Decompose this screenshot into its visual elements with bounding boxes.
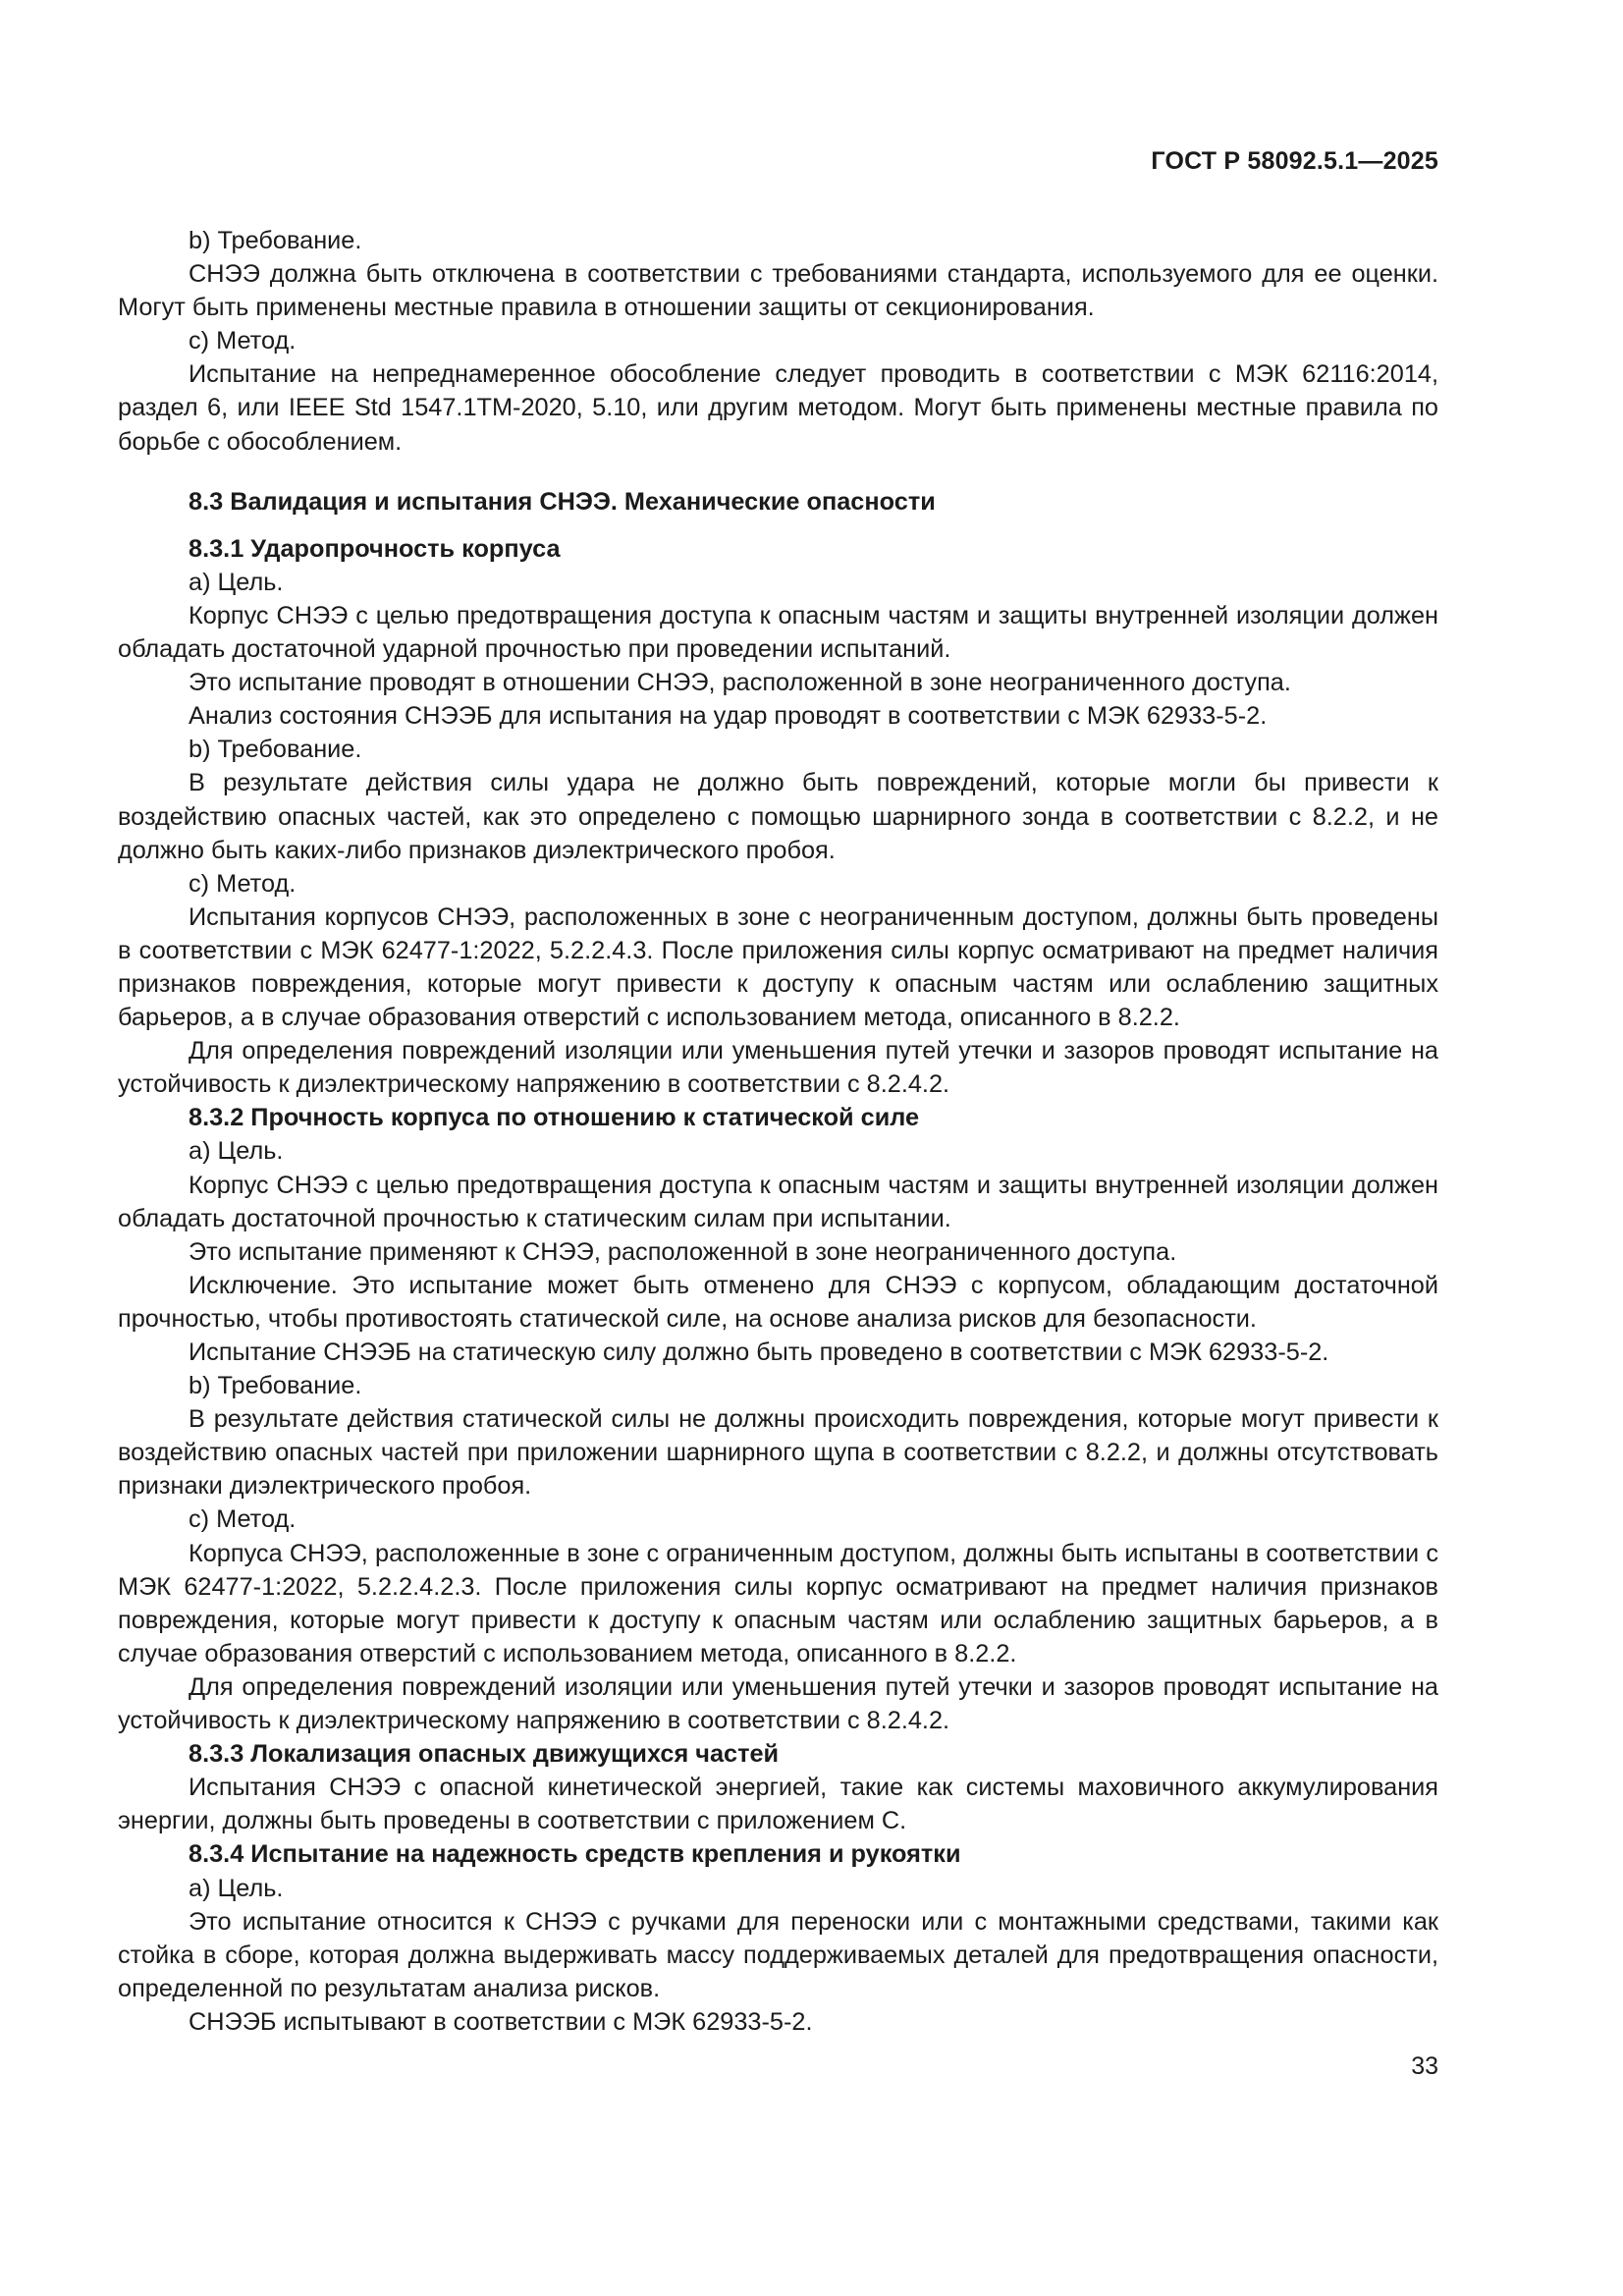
paragraph: b) Требование.	[189, 736, 362, 764]
paragraph: Корпуса СНЭЭ, расположенные в зоне с ограниченным доступом, должны быть испытаны в соответствии с МЭК 62477-1:2022, 5.2.2.4.2.3. После приложения силы корпус осматривают на предмет наличия признаков повреждения, которые могут привести к доступу к опасным частям или ослаблению защитных барьеров, а в случае образования отверстий с использованием метода, описанного в 8.2.2.	[118, 1539, 1438, 1667]
paragraph: Испытание на непреднамеренное обособление следует проводить в соответствии с МЭК 62116:2014, раздел 6, или IEEE Std 1547.1TM-2020, 5.10, или другим методом. Могут быть применены местные правила по борьбе с обособлением.	[118, 360, 1438, 456]
paragraph: В результате действия статической силы не должны происходить повреждения, которые могут привести к воздействию опасных частей при приложении шарнирного щупа в соответствии с 8.2.2, и должны отсутствовать признаки диэлектрического пробоя.	[118, 1405, 1438, 1501]
paragraph: b) Требование.	[189, 227, 362, 254]
section-heading: 8.3 Валидация и испытания СНЭЭ. Механические опасности	[189, 487, 936, 516]
subsection-heading: 8.3.4 Испытание на надежность средств крепления и рукоятки	[189, 1840, 961, 1869]
paragraph: Корпус СНЭЭ с целью предотвращения доступа к опасным частям и защиты внутренней изоляции должен обладать достаточной ударной прочностью при проведении испытаний.	[118, 601, 1438, 664]
paragraph: c) Метод.	[189, 327, 297, 355]
paragraph: Это испытание относится к СНЭЭ с ручками для переноски или с монтажными средствами, такими как стойка в сборе, которая должна выдерживать массу поддерживаемых деталей для предотвращения опасности, определенной по результатам анализа рисков.	[118, 1907, 1438, 2002]
paragraph: c) Метод.	[189, 1505, 297, 1534]
document-id-header: ГОСТ Р 58092.5.1—2025	[1151, 147, 1438, 175]
paragraph: Это испытание проводят в отношении СНЭЭ, расположенной в зоне неограниченного доступа.	[189, 669, 1291, 697]
document-body	[118, 224, 1438, 2039]
paragraph: a) Цель.	[189, 1137, 284, 1166]
subsection-heading: 8.3.3 Локализация опасных движущихся частей	[189, 1740, 780, 1769]
paragraph: c) Метод.	[189, 869, 297, 898]
paragraph: СНЭЭ должна быть отключена в соответствии с требованиями стандарта, используемого для ее оценки. Могут быть применены местные правила в отношении защиты от секционирования.	[118, 260, 1438, 322]
page-number: 33	[1411, 2052, 1438, 2080]
paragraph: В результате действия силы удара не должно быть повреждений, которые могли бы привести к воздействию опасных частей, как это определено с помощью шарнирного зонда в соответствии с 8.2.2, и не должно быть каких-либо признаков диэлектрического пробоя.	[118, 769, 1438, 864]
paragraph: b) Требование.	[189, 1372, 362, 1400]
paragraph: Анализ состояния СНЭЭБ для испытания на удар проводят в соответствии с МЭК 62933-5-2.	[189, 702, 1268, 731]
paragraph: Испытание СНЭЭБ на статическую силу должно быть проведено в соответствии с МЭК 62933-5-2.	[189, 1339, 1329, 1366]
paragraph: Для определения повреждений изоляции или уменьшения путей утечки и зазоров проводят испытание на устойчивость к диэлектрическому напряжению в соответствии с 8.2.4.2.	[118, 1672, 1438, 1735]
paragraph: a) Цель.	[189, 568, 284, 596]
paragraph: Испытания корпусов СНЭЭ, расположенных в зоне с неограниченным доступом, должны быть проведены в соответствии с МЭК 62477-1:2022, 5.2.2.4.3. После приложения силы корпус осматривают на предмет наличия признаков повреждения, которые могут привести к доступу к опасным частям или ослаблению защитных барьеров, а в случае образования отверстий с использованием метода, описанного в 8.2.2.	[118, 902, 1438, 1032]
paragraph: Для определения повреждений изоляции или уменьшения путей утечки и зазоров проводят испытание на устойчивость к диэлектрическому напряжению в соответствии с 8.2.4.2.	[118, 1037, 1438, 1099]
paragraph: Испытания СНЭЭ с опасной кинетической энергией, такие как системы маховичного аккумулирования энергии, должны быть проведены в соответствии с приложением С.	[118, 1774, 1438, 1835]
paragraph: a) Цель.	[189, 1874, 284, 1902]
subsection-heading: 8.3.2 Прочность корпуса по отношению к статической силе	[189, 1104, 920, 1132]
paragraph: Корпус СНЭЭ с целью предотвращения доступа к опасным частям и защиты внутренней изоляции должен обладать достаточной прочностью к статическим силам при испытании.	[118, 1171, 1438, 1232]
paragraph: СНЭЭБ испытывают в соответствии с МЭК 62933-5-2.	[189, 2007, 813, 2036]
subsection-heading: 8.3.1 Ударопрочность корпуса	[189, 534, 561, 563]
paragraph: Исключение. Это испытание может быть отменено для СНЭЭ с корпусом, обладающим достаточной прочностью, чтобы противостоять статической силе, на основе анализа рисков для безопасности.	[118, 1271, 1438, 1333]
paragraph: Это испытание применяют к СНЭЭ, расположенной в зоне неограниченного доступа.	[189, 1237, 1177, 1266]
